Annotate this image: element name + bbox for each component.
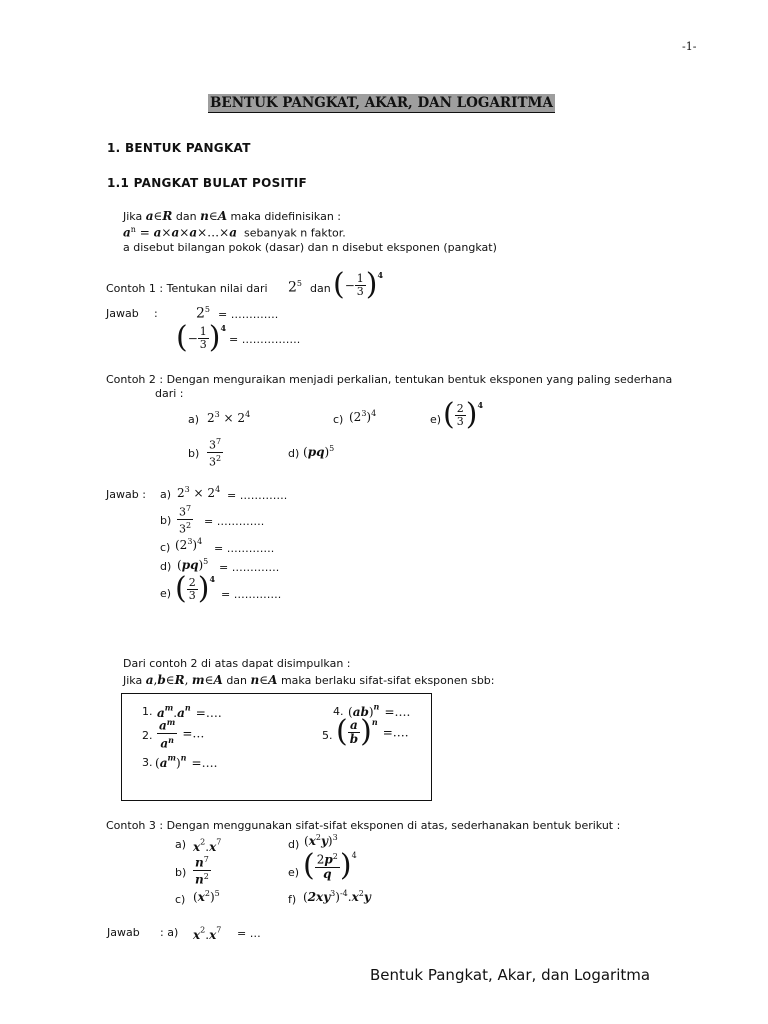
answer-blank: = ……………. [229,333,301,346]
math-expression: (− $\frac{1}{3}$ )$^4$ [176,320,227,355]
page-number: -1- [682,40,697,53]
contoh-1-colon: : [154,307,158,320]
property-number: 4. [333,705,344,718]
math-expression: $(x^2y)^3$ [304,833,338,848]
answer-blank: = …………. [218,308,279,321]
answer-blank: = …………. [214,542,275,555]
math-expression: $(2^3)^4$ [349,409,377,424]
item-label: c) [160,541,171,554]
item-label: d) [160,560,172,573]
section-heading: 1. BENTUK PANGKAT [107,141,251,155]
contoh-1-dan: dan [310,282,331,295]
item-label: c) [175,893,186,906]
definition-line-2: $a^n$ = a×a×a×…×a sebanyak n faktor. [123,225,346,240]
answer-blank: = …………. [221,588,282,601]
math-expression: (pq)$^5$ [303,444,335,459]
property-formula: $a^m.a^n$ =…. [157,702,222,720]
math-expression: $2^5$ [288,279,303,296]
math-expression: $x^2.x^7$ [193,925,222,942]
property-number: 1. [142,705,153,718]
math-expression: $\frac{3^7}{3^2}$ [209,437,222,469]
contoh-2-jawab: Jawab : [106,488,146,501]
property-formula: $(a^m)^n$ =…. [155,752,218,770]
definition-line-1: Jika a∈R dan n∈A maka didefinisikan : [123,209,342,223]
conclusion-line-2: Jika a,b∈R, m∈A dan n∈A maka berlaku sifat-sifat eksponen sbb: [123,673,495,687]
math-expression: $\frac{3^7}{3^2}$ [179,504,192,536]
item-label: d) [288,447,300,460]
property-formula: $\frac{a^m}{a^n}$ =… [159,717,205,751]
document-title: BENTUK PANGKAT, AKAR, DAN LOGARITMA [210,95,553,111]
property-formula: ( $\frac{a}{b}$ )$^n$ =…. [336,714,409,749]
answer-blank: = …………. [204,515,265,528]
item-label: b) [160,514,172,527]
answer-blank: = … [237,927,261,940]
math-expression: $(x^2)^5$ [193,889,220,904]
property-formula: (ab)$^n$ =…. [348,701,411,719]
item-label: a) [188,413,200,426]
math-expression: $2^5$ [196,305,211,322]
item-label: b) [188,447,200,460]
subsection-heading: 1.1 PANGKAT BULAT POSITIF [107,176,308,190]
contoh-1-prompt: Contoh 1 : Tentukan nilai dari [106,282,268,295]
item-label: d) [288,838,300,851]
item-label: e) [430,413,442,426]
item-label: a) [160,488,172,501]
math-expression: ( $\frac{2p^2}{q}$ )$^4$ [303,848,357,883]
answer-blank: = …………. [219,561,280,574]
item-label: a) [175,838,187,851]
item-label: f) [288,893,297,906]
math-expression: (pq)$^5$ [177,557,209,572]
math-expression: $2^3 \times 2^4$ [207,410,251,425]
contoh-3-jawab: Jawab [107,926,140,939]
math-expression: $(2^3)^4$ [175,537,203,552]
contoh-1-jawab: Jawab [106,307,139,320]
conclusion-line-1: Dari contoh 2 di atas dapat disimpulkan : [123,657,351,670]
property-number: 5. [322,729,333,742]
page-footer: Bentuk Pangkat, Akar, dan Logaritma [370,966,651,984]
math-expression: ( $\frac{2}{3}$ )$^4$ [443,397,484,432]
math-expression: (− $\frac{1}{3}$ )$^4$ [333,267,384,302]
math-expression: $(2xy^3)^{-4}.x^2y$ [303,889,371,904]
item-label: : a) [160,926,179,939]
contoh-3-prompt: Contoh 3 : Dengan menggunakan sifat-sifat eksponen di atas, sederhanakan bentuk berikut : [106,819,621,832]
math-expression: $\frac{n^7}{n^2}$ [195,855,209,887]
item-label: b) [175,866,187,879]
item-label: c) [333,413,344,426]
contoh-2-prompt: Contoh 2 : Dengan menguraikan menjadi perkalian, tentukan bentuk eksponen yang paling sederhana [106,373,673,386]
definition-line-3: a disebut bilangan pokok (dasar) dan n disebut eksponen (pangkat) [123,241,497,254]
item-label: e) [160,587,172,600]
math-expression: $2^3 \times 2^4$ [177,485,221,500]
property-number: 2. [142,729,153,742]
property-number: 3. [142,756,153,769]
math-expression: $x^2.x^7$ [193,837,222,854]
math-expression: ( $\frac{2}{3}$ )$^4$ [175,571,216,606]
contoh-2-prompt-cont: dari : [155,387,184,400]
answer-blank: = …………. [227,489,288,502]
item-label: e) [288,866,300,879]
